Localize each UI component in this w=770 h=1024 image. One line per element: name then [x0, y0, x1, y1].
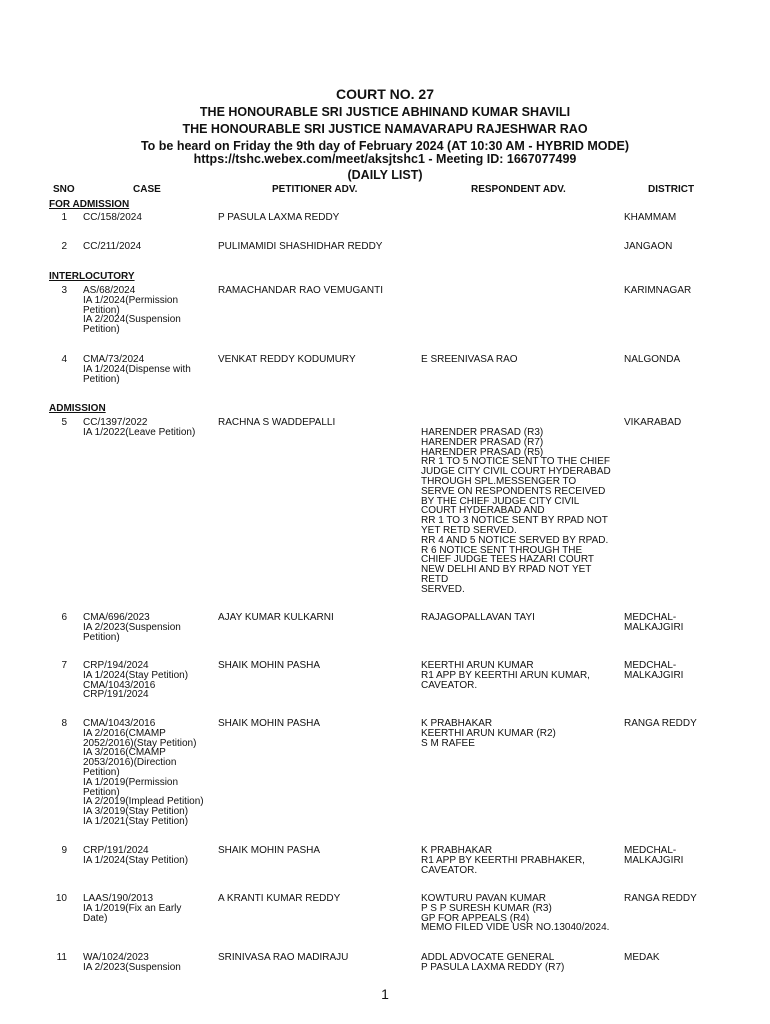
row-7-case[interactable]: CRP/194/2024 IA 1/2024(Stay Petition) CMA/1043/2016 CRP/191/2024: [83, 660, 189, 701]
row-3-petitioner: RAMACHANDAR RAO VEMUGANTI: [218, 285, 384, 296]
row-4-district: NALGONDA: [624, 354, 681, 365]
row-10-respondent: KOWTURU PAVAN KUMAR P S P SURESH KUMAR (R3) GP FOR APPEALS (R4) MEMO FILED VIDE USR NO.13040/2024.: [421, 893, 610, 934]
row-9-sno: 9: [61, 845, 67, 856]
row-3-case[interactable]: AS/68/2024 IA 1/2024(Permission Petition) IA 2/2024(Suspension Petition): [83, 285, 181, 336]
col-district: DISTRICT: [648, 184, 695, 195]
row-9-respondent: K PRABHAKAR R1 APP BY KEERTHI PRABHAKER, CAVEATOR.: [421, 845, 585, 876]
row-1-district: KHAMMAM: [624, 212, 677, 223]
row-7-petitioner: SHAIK MOHIN PASHA: [218, 660, 321, 671]
col-sno: SNO: [53, 184, 75, 195]
row-9-case[interactable]: CRP/191/2024 IA 1/2024(Stay Petition): [83, 845, 189, 866]
court-number: COURT NO. 27: [335, 86, 434, 102]
row-5-respondent: HARENDER PRASAD (R3) HARENDER PRASAD (R7) HARENDER PRASAD (R5) RR 1 TO 5 NOTICE SENT TO THE CHIEF JUDGE CITY CIVIL COURT HYDERABAD THROUGH SPL.MESSENGER TO SERVE ON RESPONDENTS RECEIVED BY THE CHIEF JUDGE CITY CIVIL COURT HYDERABAD AND RR 1 TO 3 NOTICE SENT BY RPAD NOT YET RETD SERVED. RR 4 AND 5 NOTICE SERVED BY RPAD. R 6 NOTICE SENT THROUGH THE CHIEF JUDGE TEES HAZARI COURT NEW DELHI AND BY RPAD NOT YET RETD SERVED.: [421, 427, 611, 595]
row-4-case[interactable]: CMA/73/2024 IA 1/2024(Dispense with Petition): [83, 354, 191, 385]
row-9-petitioner: SHAIK MOHIN PASHA: [218, 845, 321, 856]
row-11-case[interactable]: WA/1024/2023 IA 2/2023(Suspension: [83, 952, 181, 973]
row-2-sno: 2: [61, 241, 67, 252]
row-11-sno: 11: [56, 952, 67, 963]
hearing-info: To be heard on Friday the 9th day of February 2024 (AT 10:30 AM - HYBRID MODE): [140, 139, 630, 153]
col-petitioner: PETITIONER ADV.: [272, 184, 358, 195]
row-6-petitioner: AJAY KUMAR KULKARNI: [218, 612, 334, 623]
row-3-sno: 3: [61, 285, 67, 296]
row-4-sno: 4: [61, 354, 67, 365]
section-interlocutory: INTERLOCUTORY: [49, 271, 135, 282]
row-11-district: MEDAK: [624, 952, 660, 963]
row-5-petitioner: RACHNA S WADDEPALLI: [218, 417, 336, 428]
row-8-respondent: K PRABHAKAR KEERTHI ARUN KUMAR (R2) S M RAFEE: [421, 718, 556, 749]
row-1-sno: 1: [61, 212, 67, 223]
row-4-petitioner: VENKAT REDDY KODUMURY: [218, 354, 356, 365]
row-11-respondent: ADDL ADVOCATE GENERAL P PASULA LAXMA REDDY (R7): [421, 952, 565, 973]
section-for-admission: FOR ADMISSION: [49, 199, 130, 210]
row-11-petitioner: SRINIVASA RAO MADIRAJU: [218, 952, 349, 963]
meeting-link[interactable]: https://tshc.webex.com/meet/aksjtshc1 - Meeting ID: 1667077499: [193, 152, 577, 166]
row-8-case[interactable]: CMA/1043/2016 IA 2/2016(CMAMP 2052/2016)(Stay Petition) IA 3/2016(CMAMP 2053/2016)(Direction Petition) IA 1/2019(Permission Petition) IA 2/2019(Implead Petition) IA 3/2019(Stay Petition) IA 1/2021(Stay Petition): [83, 718, 204, 827]
row-4-respondent: E SREENIVASA RAO: [421, 354, 518, 365]
row-6-district: MEDCHAL- MALKAJGIRI: [624, 612, 684, 633]
judge-2: THE HONOURABLE SRI JUSTICE NAMAVARAPU RAJESHWAR RAO: [182, 122, 588, 136]
row-2-case[interactable]: CC/211/2024: [83, 241, 142, 252]
col-respondent: RESPONDENT ADV.: [471, 184, 566, 195]
row-10-petitioner: A KRANTI KUMAR REDDY: [218, 893, 341, 904]
row-7-sno: 7: [61, 660, 67, 671]
row-2-district: JANGAON: [624, 241, 673, 252]
row-6-sno: 6: [61, 612, 67, 623]
row-10-sno: 10: [55, 893, 67, 904]
row-5-district: VIKARABAD: [624, 417, 682, 428]
row-10-district: RANGA REDDY: [624, 893, 697, 904]
row-10-case[interactable]: LAAS/190/2013 IA 1/2019(Fix an Early Date): [83, 893, 182, 924]
row-8-district: RANGA REDDY: [624, 718, 697, 729]
col-case: CASE: [133, 184, 161, 195]
row-5-sno: 5: [61, 417, 67, 428]
list-type: (DAILY LIST): [347, 168, 423, 182]
section-admission: ADMISSION: [49, 403, 106, 414]
row-8-sno: 8: [61, 718, 67, 729]
row-6-respondent: RAJAGOPALLAVAN TAYI: [421, 612, 535, 623]
row-5-case[interactable]: CC/1397/2022 IA 1/2022(Leave Petition): [83, 417, 196, 438]
row-7-district: MEDCHAL- MALKAJGIRI: [624, 660, 684, 681]
page-number: 1: [381, 986, 389, 1002]
row-2-petitioner: PULIMAMIDI SHASHIDHAR REDDY: [218, 241, 383, 252]
row-9-district: MEDCHAL- MALKAJGIRI: [624, 845, 684, 866]
row-3-district: KARIMNAGAR: [624, 285, 692, 296]
row-7-respondent: KEERTHI ARUN KUMAR R1 APP BY KEERTHI ARUN KUMAR, CAVEATOR.: [421, 660, 590, 691]
row-8-petitioner: SHAIK MOHIN PASHA: [218, 718, 321, 729]
row-1-case[interactable]: CC/158/2024: [83, 212, 142, 223]
row-1-petitioner: P PASULA LAXMA REDDY: [218, 212, 340, 223]
row-6-case[interactable]: CMA/696/2023 IA 2/2023(Suspension Petition): [83, 612, 181, 643]
judge-1: THE HONOURABLE SRI JUSTICE ABHINAND KUMAR SHAVILI: [199, 105, 571, 119]
